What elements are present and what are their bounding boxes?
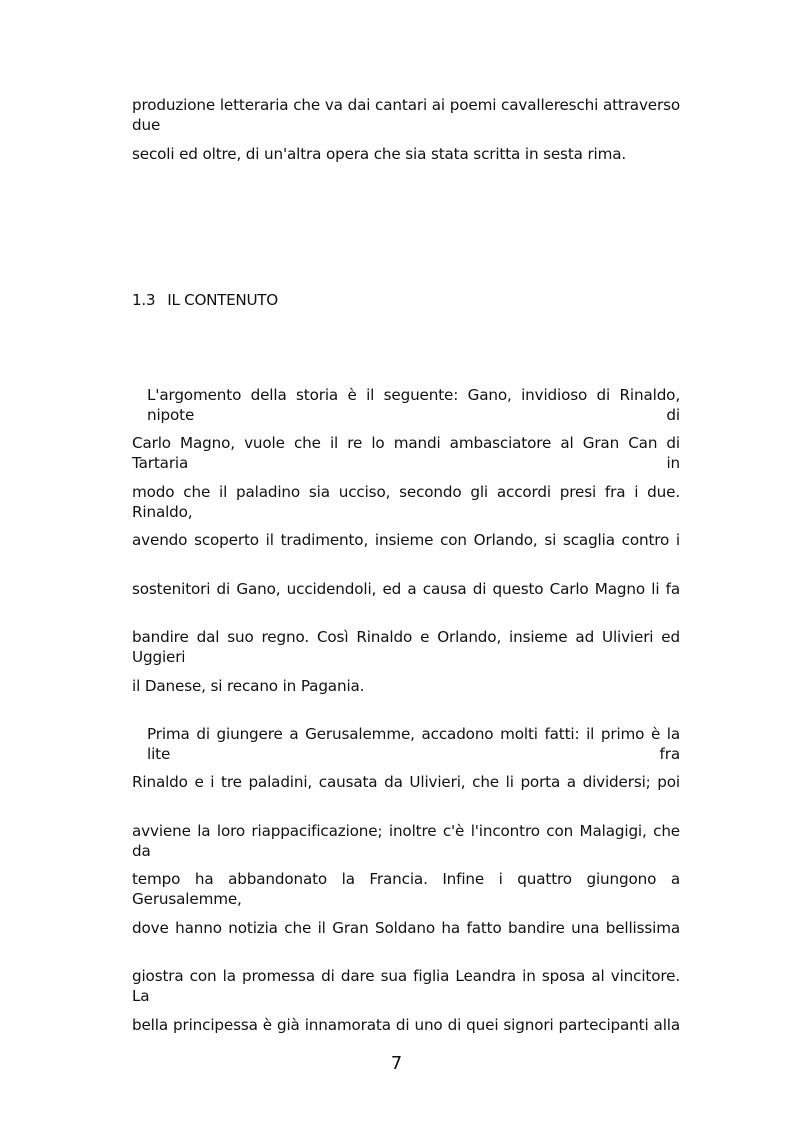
text-line: sostenitori di Gano, uccidendoli, ed a causa di questo Carlo Magno li fa xyxy=(132,580,680,598)
text-line: tempo ha abbandonato la Francia. Infine i quattro giungono a Gerusalemme, xyxy=(132,870,680,908)
text-line: produzione letteraria che va dai cantari ai poemi cavallereschi attraverso due xyxy=(132,96,680,134)
page-number: 7 xyxy=(390,1053,403,1074)
section-heading xyxy=(132,290,278,310)
text-line: il Danese, si recano in Pagania. xyxy=(132,677,365,695)
text-line: bandire dal suo regno. Così Rinaldo e Orlando, insieme ad Ulivieri ed Uggieri xyxy=(132,628,680,666)
text-line: L'argomento della storia è il seguente: Gano, invidioso di Rinaldo, nipote di xyxy=(147,386,680,424)
section-title: IL CONTENUTO xyxy=(167,291,278,309)
text-line: avendo scoperto il tradimento, insieme con Orlando, si scaglia contro i xyxy=(132,531,680,549)
text-line: secoli ed oltre, di un'altra opera che sia stata scritta in sesta rima. xyxy=(132,145,627,163)
text-line: Rinaldo e i tre paladini, causata da Ulivieri, che li porta a dividersi; poi xyxy=(132,773,680,791)
text-line: avviene la loro riappacificazione; inoltre c'è l'incontro con Malagigi, che da xyxy=(132,822,680,860)
text-line: bella principessa è già innamorata di uno di quei signori partecipanti alla xyxy=(132,1016,680,1034)
text-line: Carlo Magno, vuole che il re lo mandi ambasciatore al Gran Can di Tartaria in xyxy=(132,434,680,472)
text-line: modo che il paladino sia ucciso, secondo gli accordi presi fra i due. Rinaldo, xyxy=(132,483,680,521)
text-line: dove hanno notizia che il Gran Soldano ha fatto bandire una bellissima xyxy=(132,919,680,937)
text-line: Prima di giungere a Gerusalemme, accadono molti fatti: il primo è la lite fra xyxy=(147,725,680,763)
section-number: 1.3 xyxy=(132,291,156,309)
text-line: giostra con la promessa di dare sua figlia Leandra in sposa al vincitore. La xyxy=(132,967,680,1005)
